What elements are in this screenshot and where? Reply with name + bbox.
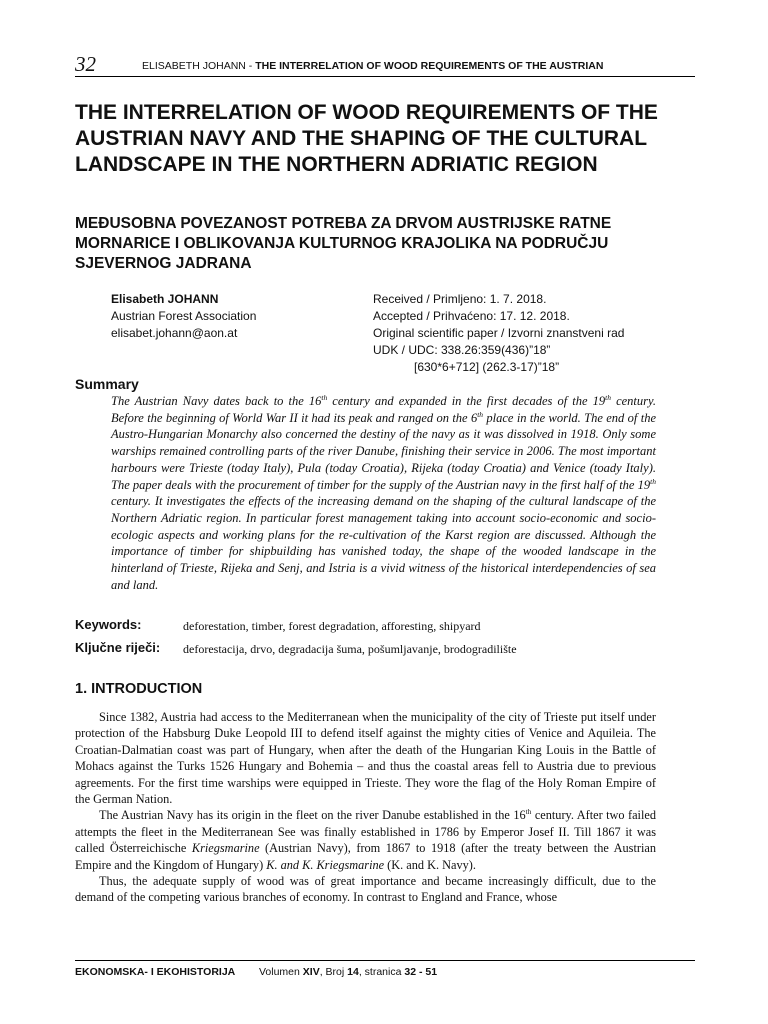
author-affiliation: Austrian Forest Association <box>111 309 257 323</box>
running-author: ELISABETH JOHANN - <box>142 60 256 72</box>
keywords-hr-row <box>75 640 695 658</box>
intro-paragraph-2: The Austrian Navy has its origin in the fleet on the river Danube established in the 16th century. After two failed attempts the fleet in the Mediterranean See was finally established in 1786 by Emperor Josef II. Till 1867 it was called Österreichische Kriegsmarine (Austrian Navy), from 1867 to 1918 (after the treaty between the Austrian Empire and the Kingdom of Hungary) K. and K. Kriegsmarine (K. and K. Navy). <box>75 807 657 872</box>
header-rule <box>75 76 695 77</box>
introduction-body <box>75 709 656 906</box>
running-title <box>142 60 603 72</box>
paper-type: Original scientific paper / Izvorni znanstveni rad <box>373 326 625 340</box>
footer-rule <box>75 960 695 961</box>
keywords-hr-text: deforestacija, drvo, degradacija šuma, pošumljavanje, brodogradilište <box>183 642 517 656</box>
running-header <box>75 52 695 78</box>
author-name: Elisabeth JOHANN <box>111 292 219 306</box>
author-email: elisabet.johann@aon.at <box>111 326 238 340</box>
keywords-row <box>75 617 695 635</box>
udk-code: UDK / UDC: 338.26:359(436)”18” <box>373 343 551 357</box>
intro-paragraph-1: Since 1382, Austria had access to the Mediterranean when the municipality of the city of Trieste put itself under protection of the Habsburg Duke Leopold III to defend itself against the mighty cities of Venice and Aquileia. The Croatian-Dalmatian coast was part of Hungary, when after the death of the Hungarian King Louis in the Battle of Mohacs against the Turks 1526 Hungary and Bohemia – and thus the coastal areas fell to Austria due to previous agreements. For the first time warships were equipped in Trieste. They wore the flag of the Holy Roman Empire of the German Nation. <box>75 710 656 807</box>
accepted-date: Accepted / Prihvaćeno: 17. 12. 2018. <box>373 309 570 323</box>
summary-text: The Austrian Navy dates back to the 16th century and expanded in the first decades of the 19th century. Before the beginning of World War II it had its peak and ranged on the 6th place in the world. The end of the Austro-Hungarian Monarchy also concerned the destiny of the navy as it was dissolved in 1918. Only some warships remained controlling parts of the river Danube, finishing their service in 2006. The most important harbours were Trieste (today Italy), Pula (today Croatia), Rijeka (today Croatia) and Venice (toady Italy). The paper deals with the procurement of timber for the supply of the Austrian navy in the first half of the 19th century. It investigates the effects of the increasing demand on the shaping of the cultural landscape of the Northern Adriatic region. In particular forest management taking into account socio-economic and socio-ecologic aspects and working plans for the re-cultivation of the Karst region are discussed. Although the importance of timber for shipbuilding has vanished today, the shape of the wooded landscape in the hinterland of Trieste, Rijeka and Senj, and Istria is a vivid witness of the historical interdependencies of sea and land. <box>111 392 657 592</box>
intro-paragraph-3: Thus, the adequate supply of wood was of great importance and became increasingly difficult, due to the demand of the competing various branches of economy. In contrast to England and France, whose <box>75 874 656 905</box>
article-title: THE INTERRELATION OF WOOD REQUIREMENTS OF THE AUSTRIAN NAVY AND THE SHAPING OF THE CULTURAL LANDSCAPE IN THE NORTHERN ADRIATIC REGION <box>75 101 658 176</box>
running-article-title: THE INTERRELATION OF WOOD REQUIREMENTS OF THE AUSTRIAN <box>255 60 604 72</box>
article-subtitle: MEĐUSOBNA POVEZANOST POTREBA ZA DRVOM AUSTRIJSKE RATNE MORNARICE I OBLIKOVANJA KULTURNOG KRAJOLIKA NA PODRUČJU SJEVERNOG JADRANA <box>75 215 612 272</box>
keywords-text: deforestation, timber, forest degradation, afforesting, shipyard <box>183 619 481 633</box>
issue-info: Volumen XIV, Broj 14, stranica 32 - 51 <box>259 966 438 978</box>
keywords-label: Keywords: <box>75 617 142 632</box>
received-date: Received / Primljeno: 1. 7. 2018. <box>373 292 547 306</box>
page-footer <box>75 960 695 982</box>
article-metadata <box>373 291 673 376</box>
journal-name: EKONOMSKA- I EKOHISTORIJA <box>75 966 236 978</box>
introduction-heading: 1. INTRODUCTION <box>75 681 203 697</box>
summary-heading: Summary <box>75 376 139 392</box>
author-block <box>111 291 361 342</box>
udk-code-continued: [630*6+712] (262.3-17)”18” <box>414 360 560 374</box>
page-number: 32 <box>75 52 96 76</box>
keywords-hr-label: Ključne riječi: <box>75 640 161 655</box>
